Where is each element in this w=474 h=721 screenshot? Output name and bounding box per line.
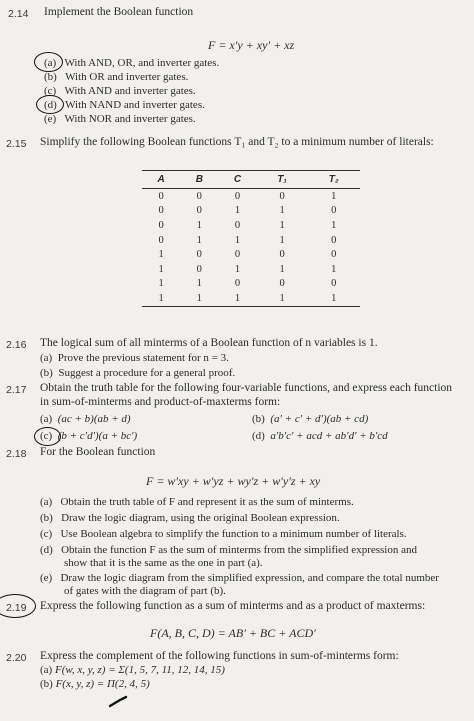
table-cell: 0 [158,205,164,217]
table-cell: 0 [158,219,164,231]
list-item: (a) (ac + b)(ab + d) [40,413,131,425]
list-item: (a) Prove the previous statement for n = 3. [40,352,229,364]
list-item: (b) Suggest a procedure for a general proof. [40,367,236,379]
table-cell: 1 [218,291,256,306]
problem-number: 2.16 [6,339,27,351]
table-cell: 1 [257,291,308,306]
table-cell: 1 [308,291,360,306]
table-row [142,218,360,233]
equation: F(A, B, C, D) = AB′ + BC + ACD′ [150,626,316,640]
problem-number: 2.18 [6,448,27,460]
problem-number: 2.19 [6,602,27,614]
truth-table [142,170,360,307]
table-cell: 1 [234,234,241,246]
table-cell: 0 [279,278,285,290]
table-cell: 0 [331,249,337,261]
table-cell: 0 [331,234,337,246]
table-cell: 0 [331,278,337,290]
list-item: (a) F(w, x, y, z) = Σ(1, 5, 7, 11, 12, 14, 15) [40,664,225,676]
list-item: (e) With NOR and inverter gates. [44,113,196,125]
list-item: (b) F(x, y, z) = Π(2, 4, 5) [40,678,150,690]
column-header: C [218,171,256,189]
table-cell: 0 [158,190,164,202]
list-item: (c) With AND and inverter gates. [44,85,196,97]
table-cell: 0 [158,234,164,246]
list-item: (b) With OR and inverter gates. [44,71,189,83]
table-cell: 0 [331,205,337,217]
list-item: (d) Obtain the function F as the sum of minterms from the simplified expression and [40,544,417,556]
table-cell: 1 [158,278,164,290]
table-cell: 1 [180,291,218,306]
problem-text: Simplify the following Boolean functions T₁ and T₂ to a minimum number of literals: [40,136,434,148]
problem-text: Implement the Boolean function [44,6,194,18]
column-header: T₂ [308,171,360,189]
table-row [142,262,360,277]
list-item: (e) Draw the logic diagram from the simplified expression, and compare the total number [40,572,439,584]
table-row [142,189,360,204]
problem-number: 2.20 [6,652,27,664]
table-header-row [142,171,360,189]
handwritten-circle [0,594,36,618]
table-row [142,204,360,219]
table-cell: 0 [279,249,285,261]
list-item: (c) (b + c′d′)(a + bc′) [40,430,138,442]
table-cell: 1 [279,263,285,275]
table-cell: 1 [279,234,285,246]
table-cell: 1 [279,205,285,217]
table-cell: 1 [142,291,180,306]
list-item: (c) Use Boolean algebra to simplify the function to a minimum number of literals. [40,528,407,540]
list-item: (d) a′b′c′ + acd + ab′d′ + b′cd [252,430,388,442]
table-cell: 1 [234,263,241,275]
handwritten-circle [34,52,63,72]
problem-text: Obtain the truth table for the following four-variable functions, and express each function [40,382,453,394]
problem-text: in sum-of-minterms and product-of-maxterms form: [40,396,281,408]
table-cell: 1 [279,219,285,231]
list-item: (d) With NAND and inverter gates. [44,99,205,111]
handwritten-circle [34,427,61,446]
problem-number: 2.14 [8,8,29,20]
pen-mark-icon [108,694,130,708]
table-row [142,233,360,248]
table-cell: 0 [196,249,202,261]
table-cell: 0 [234,190,241,202]
table-cell: 0 [234,219,241,231]
list-item: (a) With AND, OR, and inverter gates. [44,57,220,69]
list-item: (b) (a′ + c′ + d′)(ab + cd) [252,413,369,425]
table-row [142,247,360,262]
table-cell: 1 [196,219,202,231]
table-cell: 1 [331,263,337,275]
table-cell: 1 [331,219,337,231]
column-header: A [142,171,180,189]
column-header: T₁ [257,171,308,189]
column-header: B [180,171,218,189]
table-cell: 1 [196,234,202,246]
table-cell: 0 [234,278,241,290]
problem-text: For the Boolean function [40,446,156,458]
problem-number: 2.15 [6,138,27,150]
problem-number: 2.17 [6,384,27,396]
table-row [142,277,360,292]
table-cell: 0 [196,205,202,217]
equation: F = w′xy + w′yz + wy′z + w′y′z + xy [146,474,321,488]
equation: F = x′y + xy′ + xz [208,38,295,52]
problem-text: Express the complement of the following functions in sum-of-minterms form: [40,650,399,662]
table-cell: 1 [158,263,164,275]
list-item: (a) Obtain the truth table of F and represent it as the sum of minterms. [40,496,354,508]
table-cell: 0 [196,190,202,202]
list-item-continuation: of gates with the diagram of part (b). [64,585,226,597]
table-cell: 0 [279,190,285,202]
problem-text: The logical sum of all minterms of a Boolean function of n variables is 1. [40,337,378,349]
list-item: (b) Draw the logic diagram, using the original Boolean expression. [40,512,340,524]
table-cell: 1 [234,205,241,217]
table-cell: 1 [158,249,164,261]
table-cell: 0 [196,263,202,275]
handwritten-circle [36,95,64,114]
table-cell: 0 [234,249,241,261]
table-row [142,291,360,306]
table-cell: 1 [331,190,337,202]
problem-text: Express the following function as a sum of minterms and as a product of maxterms: [40,600,426,612]
table-cell: 1 [196,278,202,290]
list-item-continuation: show that it is the same as the one in part (a). [64,557,263,569]
